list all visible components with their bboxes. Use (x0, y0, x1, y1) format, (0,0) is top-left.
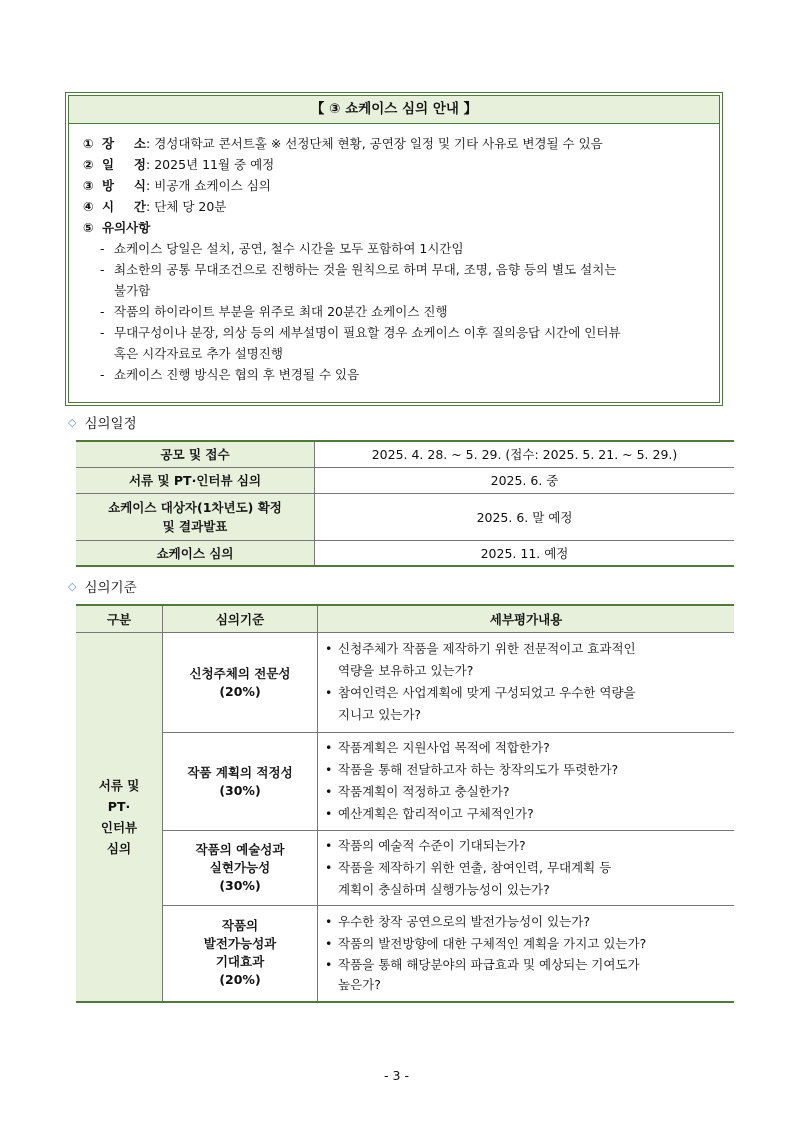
detail-item: • 작품의 예술적 수준이 기대되는가? (325, 837, 526, 853)
note-item: - 최소한의 공통 무대조건으로 진행하는 것을 원칙으로 하며 무대, 조명, 음향 등의 별도 설치는 불가함 (100, 262, 617, 298)
details-cell (318, 733, 735, 831)
criteria-table (76, 604, 734, 1003)
notice-item-method: ③ 방 식 : 비공개 쇼케이스 심의 (83, 178, 271, 193)
notice-item-venue: ① 장 소 : 경성대학교 콘서트홀 ※ 선정단체 현황, 공연장 일정 및 기타 사유로 변경될 수 있음 (83, 136, 603, 151)
notice-title: 【 ③ 쇼케이스 심의 안내 】 (69, 96, 719, 124)
criterion-cell: 신청주체의 전문성 (20%) (163, 633, 318, 733)
criteria-category: 서류 및 PT· 인터뷰 심의 (76, 633, 163, 1002)
table-header-row: 구분 심의기준 세부평가내용 (76, 605, 734, 633)
table-row (76, 633, 734, 733)
criterion-cell: 작품의 예술성과 실현가능성 (30%) (163, 831, 318, 906)
table-row: 쇼케이스 대상자(1차년도) 확정 및 결과발표 2025. 6. 말 예정 (76, 493, 734, 540)
table-row (76, 906, 734, 1002)
criteria-heading: ◇ 심의기준 (68, 579, 137, 596)
table-row (76, 733, 734, 831)
notice-item-time: ④ 시 간 : 단체 당 20분 (83, 199, 227, 214)
detail-item: • 작품을 통해 해당분야의 파급효과 및 예상되는 기여도가 높은가? (325, 956, 640, 992)
detail-item: • 신청주체가 작품을 제작하기 위한 전문적이고 효과적인 역량을 보유하고 있는가? (325, 641, 636, 678)
detail-item: • 작품계획이 적정하고 충실한가? (325, 784, 510, 799)
note-item: - 쇼케이스 당일은 설치, 공연, 철수 시간을 모두 포함하여 1시간임 (100, 241, 464, 256)
note-item: - 작품의 하이라이트 부분을 위주로 최대 20분간 쇼케이스 진행 (100, 304, 448, 319)
detail-item: • 작품을 통해 전달하고자 하는 창작의도가 뚜렷한가? (325, 762, 619, 777)
details-cell (318, 906, 735, 1002)
diamond-bullet-icon: ◇ (68, 579, 77, 593)
showcase-notice-box (68, 95, 720, 403)
notice-item-date: ② 일 정 : 2025년 11월 중 예정 (83, 157, 275, 172)
criterion-cell: 작품 계획의 적정성 (30%) (163, 733, 318, 831)
schedule-table (76, 440, 734, 567)
detail-item: • 참여인력은 사업계획에 맞게 구성되었고 우수한 역량을 지니고 있는가? (325, 685, 636, 722)
detail-item: • 작품의 발전방향에 대한 구체적인 계획을 가지고 있는가? (325, 935, 647, 951)
detail-item: • 예산계획은 합리적이고 구체적인가? (325, 806, 534, 821)
table-row: 쇼케이스 심의 2025. 11. 예정 (76, 540, 734, 566)
page-number: - 3 - (384, 1068, 409, 1083)
criterion-cell: 작품의 발전가능성과 기대효과 (20%) (163, 906, 318, 1002)
table-row: 공모 및 접수 2025. 4. 28. ~ 5. 29. (접수: 2025. 5. 21. ~ 5. 29.) (76, 441, 734, 467)
notice-body (69, 124, 719, 385)
notice-notes-heading: ⑤ 유의사항 (83, 220, 151, 235)
table-row (76, 831, 734, 906)
note-item: - 쇼케이스 진행 방식은 협의 후 변경될 수 있음 (100, 367, 360, 382)
table-row: 서류 및 PT·인터뷰 심의 2025. 6. 중 (76, 467, 734, 493)
note-item: - 무대구성이나 분장, 의상 등의 세부설명이 필요할 경우 쇼케이스 이후 질의응답 시간에 인터뷰 혹은 시각자료로 추가 설명진행 (100, 325, 621, 361)
detail-item: • 우수한 창작 공연으로의 발전가능성이 있는가? (325, 913, 590, 929)
schedule-heading: ◇ 심의일정 (68, 415, 137, 432)
details-cell (318, 633, 735, 733)
details-cell (318, 831, 735, 906)
detail-item: • 작품계획은 지원사업 목적에 적합한가? (325, 740, 550, 755)
diamond-bullet-icon: ◇ (68, 415, 77, 429)
detail-item: • 작품을 제작하기 위한 연출, 참여인력, 무대계획 등 계획이 충실하며 실행가능성이 있는가? (325, 859, 612, 897)
